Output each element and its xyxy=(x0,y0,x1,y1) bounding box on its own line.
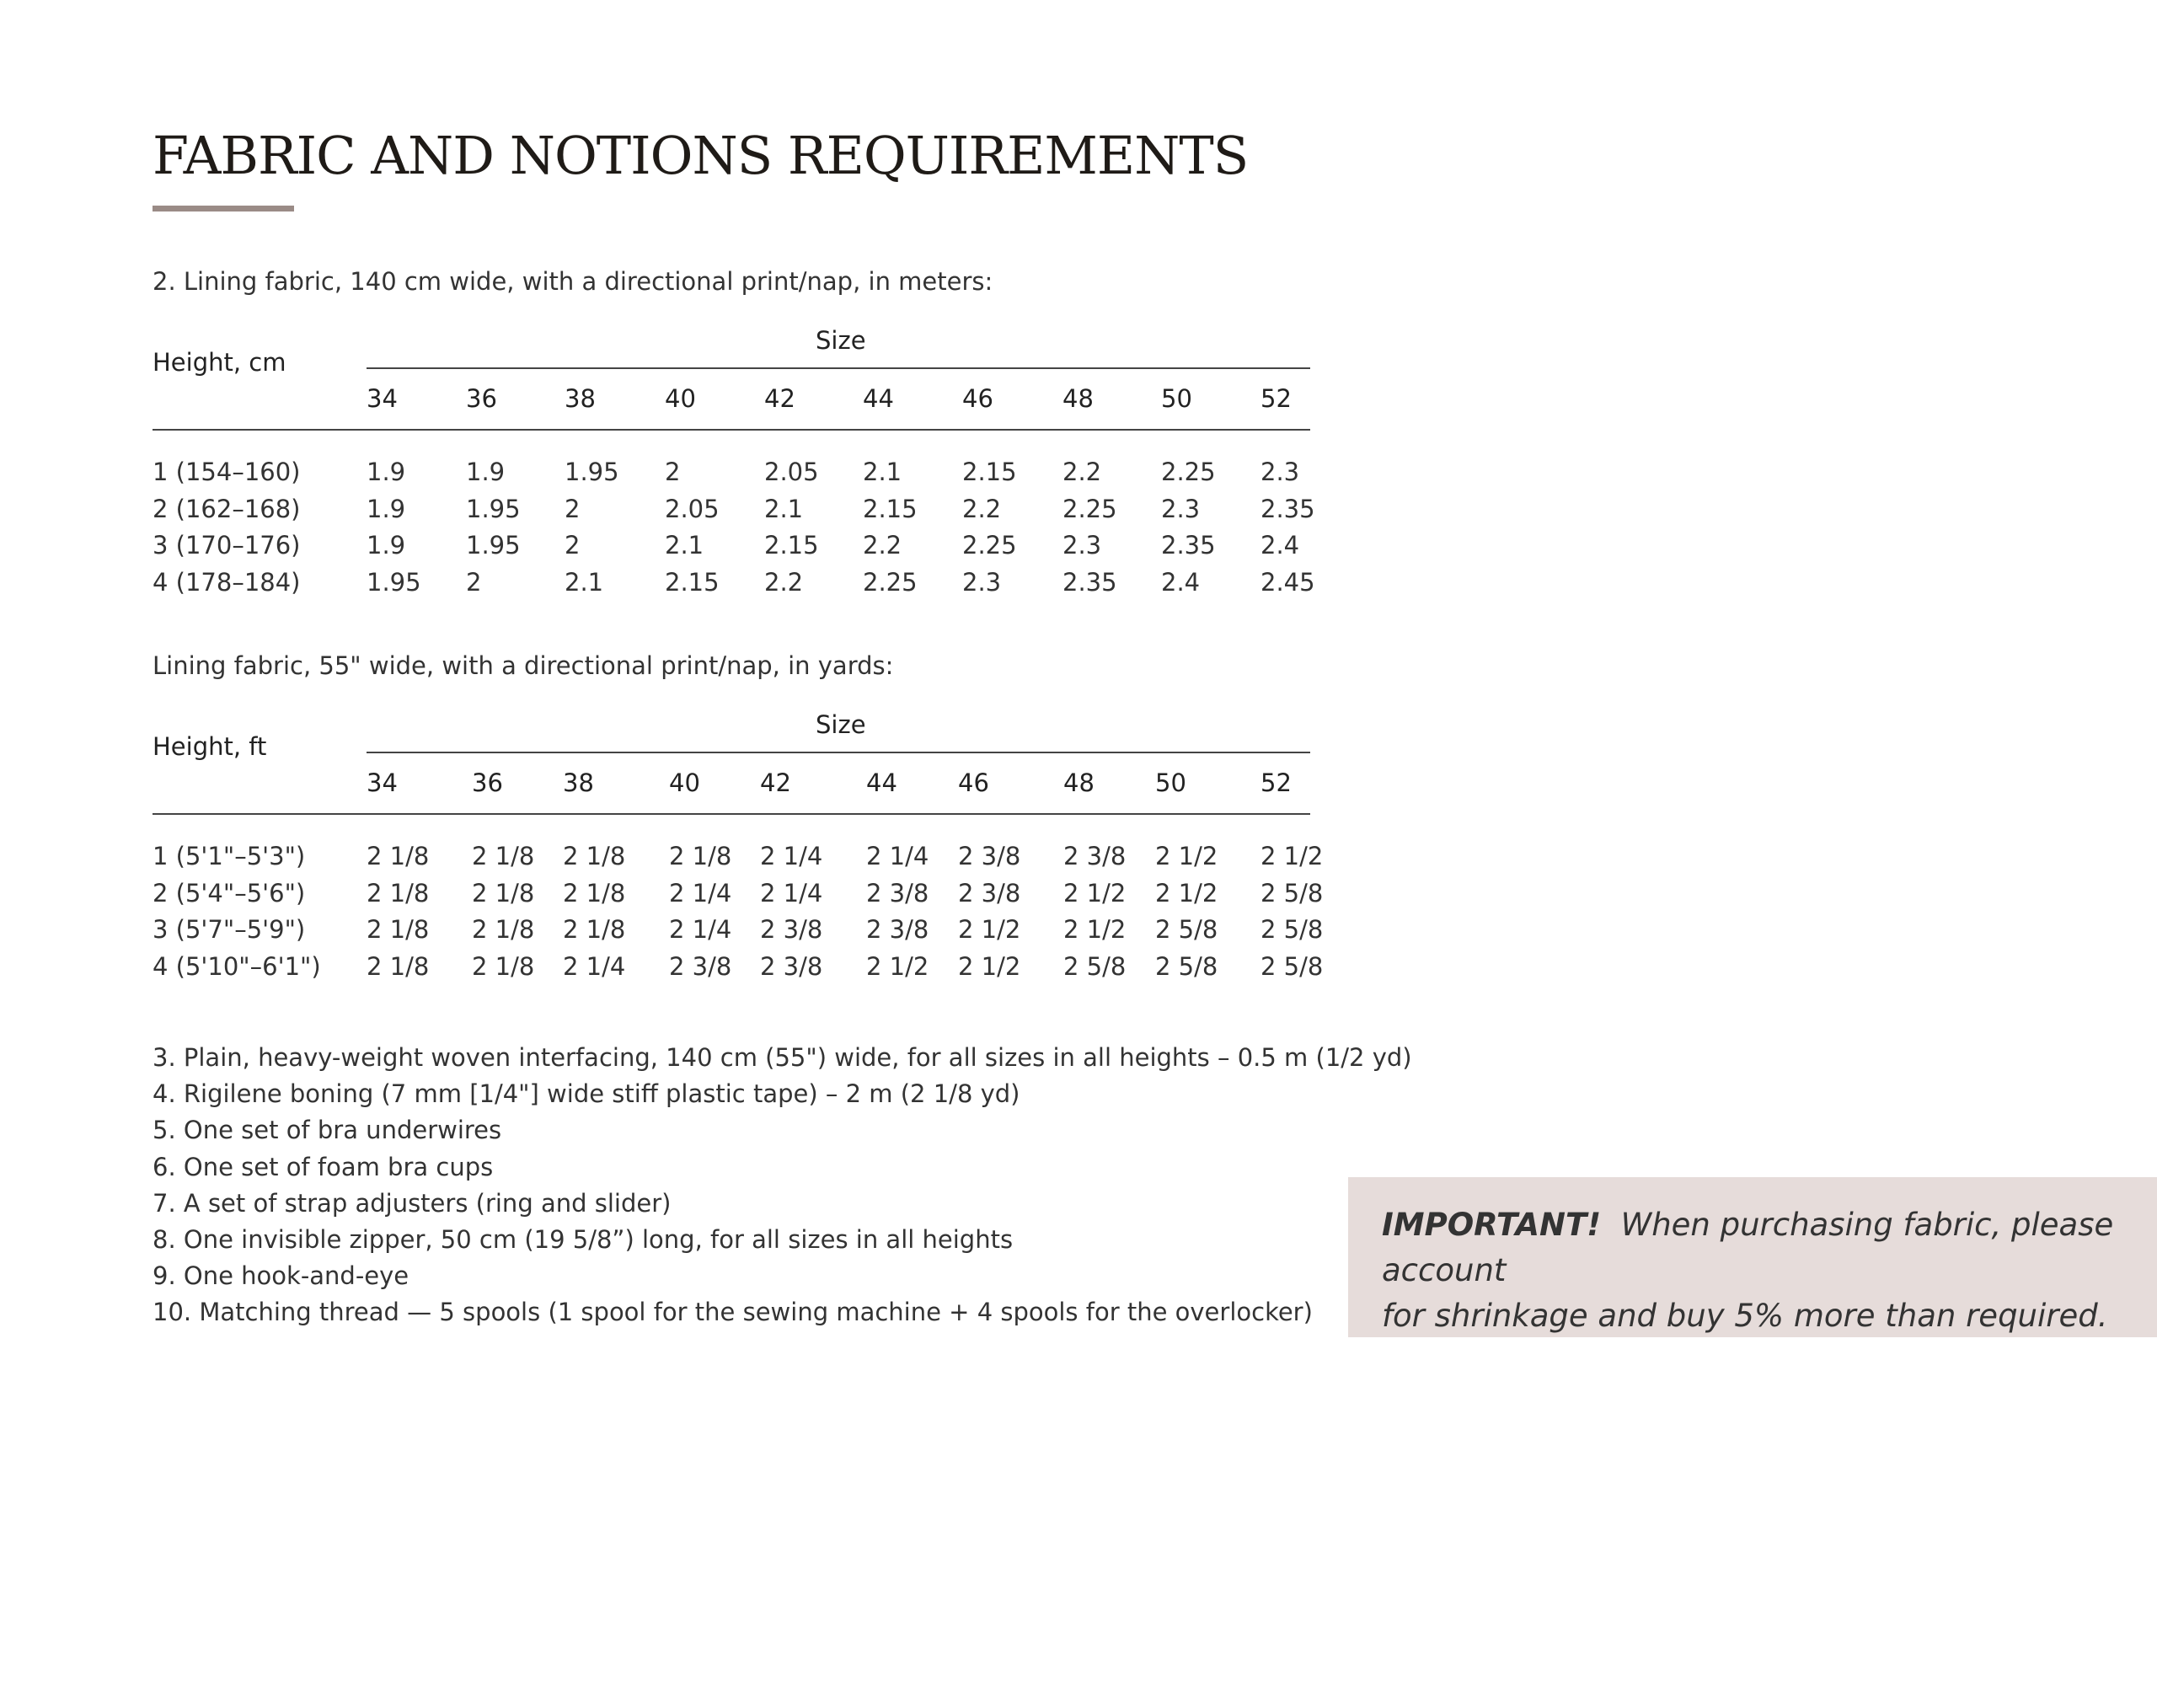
header-bottom-rule xyxy=(153,813,1310,815)
table-cell: 2 xyxy=(466,567,482,597)
table-cell: 2 5/8 xyxy=(1260,915,1324,944)
table-cell: 2.2 xyxy=(764,567,804,597)
notion-item: 8. One invisible zipper, 50 cm (19 5/8”) long, for all sizes in all heights xyxy=(153,1225,1014,1255)
table-cell: 2 1/8 xyxy=(472,878,535,908)
height-label: 2 (5'4"–5'6") xyxy=(153,878,306,908)
table-cell: 2.35 xyxy=(1260,494,1315,523)
table-cell: 2.3 xyxy=(1260,458,1300,486)
table-cell: 2.4 xyxy=(1161,567,1201,597)
row-header: Height, cm xyxy=(153,348,286,377)
notion-item: 7. A set of strap adjusters (ring and slider) xyxy=(153,1188,672,1218)
table-cell: 2.1 xyxy=(665,531,704,560)
table-cell: 2 1/8 xyxy=(472,951,535,981)
notion-item: 3. Plain, heavy-weight woven interfacing, 140 cm (55") wide, for all sizes in all heights – 0.5 m (1/2 yd) xyxy=(153,1043,1412,1072)
notion-item: 9. One hook-and-eye xyxy=(153,1261,409,1291)
table-cell: 2.05 xyxy=(665,494,720,523)
table-cell: 2 xyxy=(665,458,681,486)
table-cell: 2 1/8 xyxy=(367,878,430,908)
table-cell: 2 5/8 xyxy=(1063,951,1127,981)
table-cell: 2.35 xyxy=(1062,567,1117,597)
table-cell: 2 5/8 xyxy=(1155,915,1218,944)
height-label: 2 (162–168) xyxy=(153,494,301,523)
table-cell: 2.1 xyxy=(565,567,604,597)
size-column-header: 36 xyxy=(466,384,497,413)
size-column-header: 46 xyxy=(958,768,989,797)
size-column-header: 34 xyxy=(367,768,398,797)
height-label: 3 (170–176) xyxy=(153,531,301,560)
table-cell: 2 3/8 xyxy=(958,842,1021,870)
size-header-rule xyxy=(367,752,1310,753)
table-cell: 2 1/2 xyxy=(1155,878,1218,908)
height-label: 1 (154–160) xyxy=(153,458,301,486)
notions-list xyxy=(153,1040,1412,1331)
table-cell: 2 3/8 xyxy=(760,915,823,944)
size-column-header: 40 xyxy=(669,768,700,797)
table-cell: 2 1/4 xyxy=(866,842,929,870)
important-label: IMPORTANT! xyxy=(1382,1207,1602,1243)
notion-item: 4. Rigilene boning (7 mm [1/4"] wide stiff plastic tape) – 2 m (2 1/8 yd) xyxy=(153,1079,1020,1109)
table-cell: 2.45 xyxy=(1260,567,1315,597)
size-column-header: 38 xyxy=(563,768,594,797)
header-bottom-rule xyxy=(153,429,1310,431)
table-cell: 2 3/8 xyxy=(760,951,823,981)
table-cell: 2.1 xyxy=(863,458,902,486)
table-cell: 2.15 xyxy=(665,567,720,597)
size-column-header: 42 xyxy=(764,384,795,413)
size-column-header: 44 xyxy=(863,384,894,413)
metric-table-caption: 2. Lining fabric, 140 cm wide, with a directional print/nap, in meters: xyxy=(153,267,993,296)
size-column-header: 42 xyxy=(760,768,791,797)
table-cell: 2 1/4 xyxy=(760,842,823,870)
table-cell: 1.95 xyxy=(367,567,421,597)
size-column-header: 52 xyxy=(1260,768,1292,797)
table-cell: 2 3/8 xyxy=(866,878,929,908)
table-cell: 2 5/8 xyxy=(1260,951,1324,981)
table-cell: 2 1/2 xyxy=(1063,915,1127,944)
table-cell: 2 1/8 xyxy=(669,842,732,870)
table-cell: 2 1/8 xyxy=(563,915,626,944)
table-cell: 1.9 xyxy=(367,531,406,560)
size-column-header: 50 xyxy=(1155,768,1186,797)
table-cell: 2 1/8 xyxy=(367,842,430,870)
table-cell: 2 1/4 xyxy=(669,915,732,944)
table-cell: 2.3 xyxy=(962,567,1002,597)
table-cell: 2 1/8 xyxy=(563,842,626,870)
table-cell: 2.15 xyxy=(962,458,1017,486)
table-cell: 2.25 xyxy=(1161,458,1216,486)
table-cell: 2 1/8 xyxy=(367,915,430,944)
table-cell: 2 5/8 xyxy=(1260,878,1324,908)
table-cell: 2 5/8 xyxy=(1155,951,1218,981)
table-cell: 2 1/8 xyxy=(563,878,626,908)
page-title: FABRIC AND NOTIONS REQUIREMENTS xyxy=(153,125,1249,186)
table-cell: 1.95 xyxy=(466,494,521,523)
table-cell: 2 3/8 xyxy=(669,951,732,981)
size-column-header: 38 xyxy=(565,384,596,413)
table-cell: 2 3/8 xyxy=(866,915,929,944)
table-cell: 2.25 xyxy=(1062,494,1117,523)
size-column-header: 48 xyxy=(1062,384,1094,413)
table-cell: 2 1/8 xyxy=(367,951,430,981)
table-cell: 2.25 xyxy=(863,567,918,597)
table-cell: 2 1/8 xyxy=(472,915,535,944)
table-cell: 2.15 xyxy=(764,531,819,560)
row-header: Height, ft xyxy=(153,732,267,761)
height-label: 4 (178–184) xyxy=(153,567,301,597)
important-note-line-2: for shrinkage and buy 5% more than required. xyxy=(1382,1298,2108,1334)
table-cell: 1.9 xyxy=(367,494,406,523)
table-cell: 2.25 xyxy=(962,531,1017,560)
table-cell: 2.4 xyxy=(1260,531,1300,560)
table-cell: 2 1/2 xyxy=(1063,878,1127,908)
table-cell: 2 1/4 xyxy=(760,878,823,908)
title-underline xyxy=(153,206,294,211)
table-cell: 2 1/4 xyxy=(669,878,732,908)
size-column-header: 46 xyxy=(962,384,993,413)
notion-item: 10. Matching thread — 5 spools (1 spool for the sewing machine + 4 spools for the overlocker) xyxy=(153,1298,1313,1327)
table-cell: 2.2 xyxy=(962,494,1002,523)
table-cell: 2.05 xyxy=(764,458,819,486)
table-cell: 2.2 xyxy=(863,531,902,560)
table-cell: 2.15 xyxy=(863,494,918,523)
size-column-header: 40 xyxy=(665,384,696,413)
size-column-header: 34 xyxy=(367,384,398,413)
height-label: 4 (5'10"–6'1") xyxy=(153,951,321,981)
size-group-header: Size xyxy=(816,710,866,739)
table-cell: 2 1/2 xyxy=(866,951,929,981)
size-column-header: 52 xyxy=(1260,384,1292,413)
table-cell: 1.9 xyxy=(466,458,506,486)
notion-item: 5. One set of bra underwires xyxy=(153,1116,502,1145)
size-group-header: Size xyxy=(816,326,866,355)
important-note xyxy=(1348,1177,2157,1337)
table-cell: 2 1/2 xyxy=(1260,842,1324,870)
table-cell: 2 1/8 xyxy=(472,842,535,870)
table-cell: 1.95 xyxy=(466,531,521,560)
table-cell: 2.3 xyxy=(1161,494,1201,523)
size-column-header: 44 xyxy=(866,768,897,797)
table-cell: 1.9 xyxy=(367,458,406,486)
table-cell: 2 1/2 xyxy=(958,915,1021,944)
important-text-1: When purchasing fabric, please account xyxy=(1382,1207,2114,1288)
table-cell: 2 3/8 xyxy=(1063,842,1127,870)
height-label: 1 (5'1"–5'3") xyxy=(153,842,306,870)
table-cell: 2 xyxy=(565,494,581,523)
size-header-rule xyxy=(367,367,1310,369)
size-column-header: 36 xyxy=(472,768,503,797)
height-label: 3 (5'7"–5'9") xyxy=(153,915,306,944)
table-cell: 2 1/2 xyxy=(1155,842,1218,870)
table-cell: 2 3/8 xyxy=(958,878,1021,908)
imperial-table-caption: Lining fabric, 55" wide, with a directional print/nap, in yards: xyxy=(153,651,894,680)
size-column-header: 50 xyxy=(1161,384,1192,413)
table-cell: 1.95 xyxy=(565,458,619,486)
size-column-header: 48 xyxy=(1063,768,1095,797)
important-note-line-1 xyxy=(1382,1202,2123,1293)
table-cell: 2 1/2 xyxy=(958,951,1021,981)
table-cell: 2 xyxy=(565,531,581,560)
table-cell: 2.1 xyxy=(764,494,804,523)
table-cell: 2.35 xyxy=(1161,531,1216,560)
table-cell: 2 1/4 xyxy=(563,951,626,981)
table-cell: 2.2 xyxy=(1062,458,1102,486)
notion-item: 6. One set of foam bra cups xyxy=(153,1152,494,1181)
table-cell: 2.3 xyxy=(1062,531,1102,560)
